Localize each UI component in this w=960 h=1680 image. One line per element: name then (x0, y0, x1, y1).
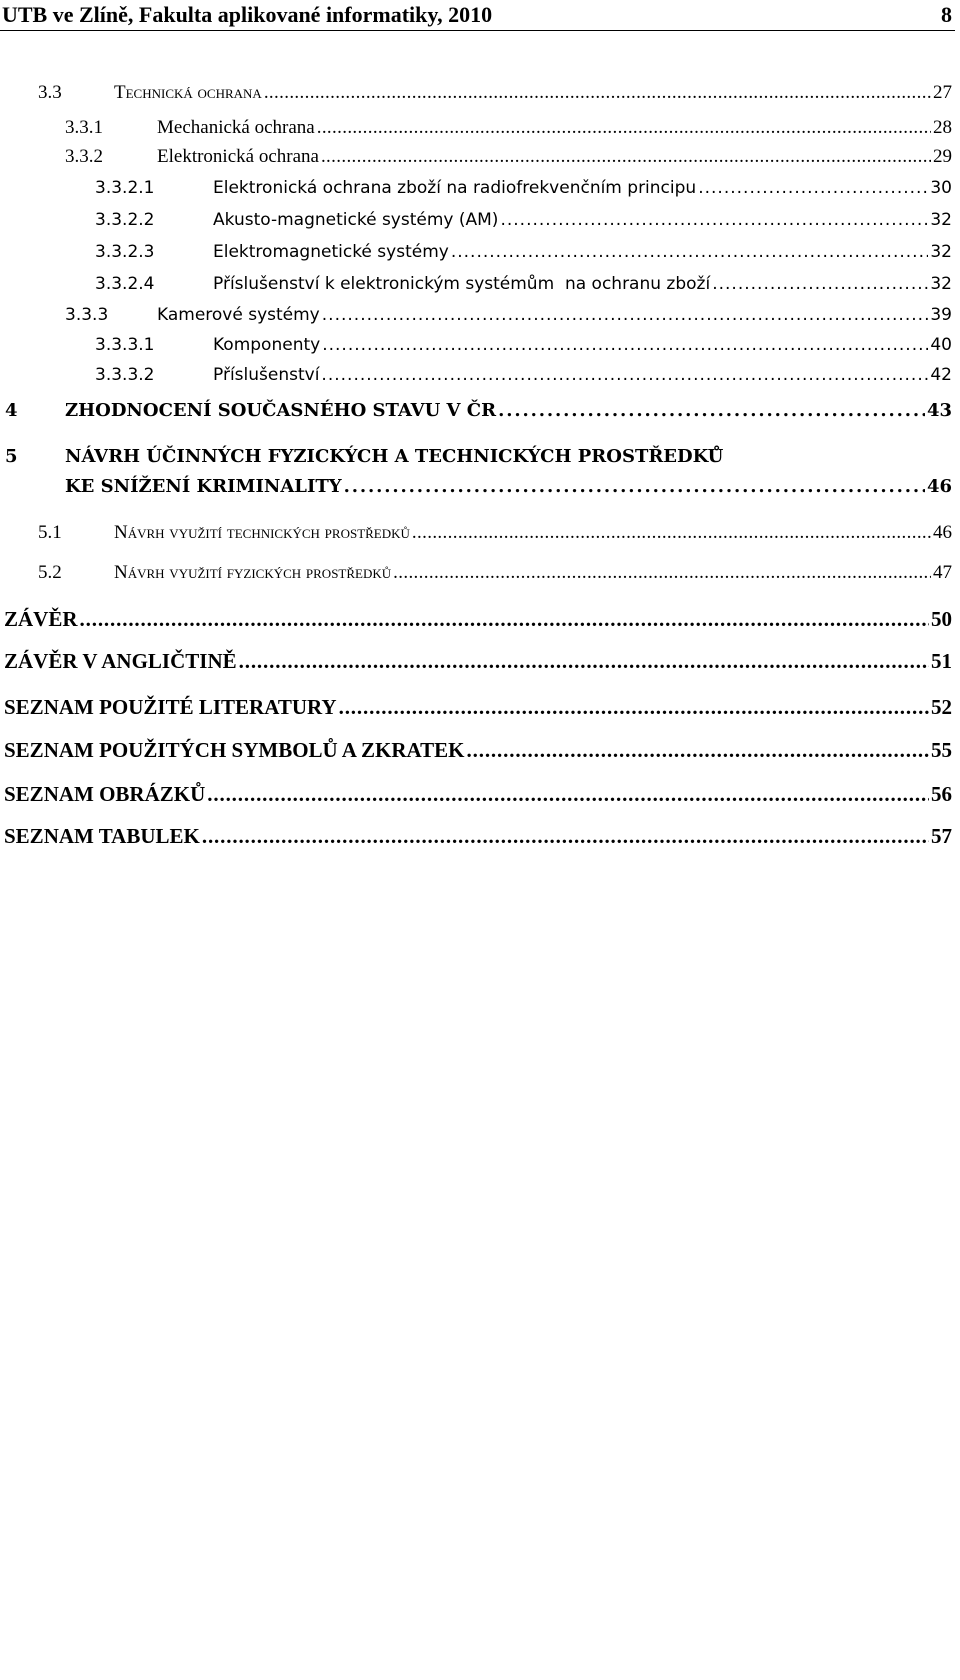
toc-entry-number: 4 (5, 400, 18, 421)
toc-entry-title: Technická ochrana (114, 82, 262, 103)
header-page-number: 8 (941, 2, 952, 27)
toc-entry-page: 47 (933, 562, 952, 583)
toc-leader-dots (500, 210, 928, 230)
toc-entry-number: 5.1 (38, 522, 62, 543)
toc-entry (5, 400, 952, 430)
toc-entry-page: 51 (931, 649, 952, 673)
toc-entry-title: SEZNAM TABULEK (4, 824, 200, 848)
header-title: UTB ve Zlíně, Fakulta aplikované informatiky, 2010 (2, 2, 493, 27)
toc-entry-page: 50 (931, 607, 952, 631)
toc-leader-dots (467, 738, 929, 763)
toc-entry-title-continued: KE SNÍŽENÍ KRIMINALITY (65, 476, 342, 497)
toc-leader-dots (698, 178, 928, 198)
toc-entry-page: 56 (931, 782, 952, 806)
toc-entry-title: ZHODNOCENÍ SOUČASNÉHO STAVU V ČR (65, 400, 497, 421)
toc-entry-number: 3.3.1 (65, 117, 103, 138)
toc-entry-title: NÁVRH ÚČINNÝCH FYZICKÝCH A TECHNICKÝCH PROSTŘEDKŮ (65, 446, 724, 467)
toc-entry (38, 562, 952, 592)
toc-entry-page: 46 (926, 476, 952, 497)
toc-leader-dots (80, 607, 929, 632)
toc-entry-page: 32 (930, 210, 952, 230)
toc-entry (95, 365, 952, 395)
toc-entry-title: Mechanická ochrana (157, 117, 315, 138)
toc-leader-dots (239, 649, 929, 674)
toc-leader-dots (451, 242, 929, 262)
toc-entry (65, 117, 952, 147)
toc-entry-title: SEZNAM POUŽITÝCH SYMBOLŮ A ZKRATEK (4, 738, 465, 762)
toc-entry-title: SEZNAM POUŽITÉ LITERATURY (4, 695, 337, 719)
toc-entry (38, 82, 952, 112)
toc-entry (4, 607, 952, 637)
toc-entry-number: 3.3.3.1 (95, 335, 155, 355)
toc-entry (95, 274, 952, 304)
toc-entry-title: ZÁVĚR (4, 607, 78, 631)
toc-entry (95, 210, 952, 240)
toc-entry-title: Elektromagnetické systémy (213, 242, 449, 262)
toc-entry-title: Příslušenství k elektronickým systémům na ochranu zboží (213, 274, 711, 294)
toc-entry-page: 43 (926, 400, 952, 421)
toc-leader-dots (322, 335, 928, 355)
toc-entry-page: 40 (930, 335, 952, 355)
toc-entry (4, 824, 952, 854)
toc-leader-dots (317, 117, 931, 139)
toc-entry-title: Příslušenství (213, 365, 320, 385)
toc-entry-page: 29 (933, 146, 952, 167)
toc-entry (65, 146, 952, 176)
toc-entry-number: 3.3.2.1 (95, 178, 155, 198)
toc-entry-page: 32 (930, 242, 952, 262)
toc-entry-page: 52 (931, 695, 952, 719)
toc-entry-first-line (5, 446, 723, 467)
toc-entry-number: 5.2 (38, 562, 62, 583)
toc-entry (65, 476, 952, 506)
toc-entry (4, 782, 952, 812)
toc-entry-page: 32 (930, 274, 952, 294)
toc-entry (38, 522, 952, 552)
toc-entry (95, 335, 952, 365)
toc-leader-dots (412, 522, 931, 544)
toc-entry-number: 3.3.2.3 (95, 242, 155, 262)
toc-entry (65, 305, 952, 335)
toc-entry-title: Akusto-magnetické systémy (AM) (213, 210, 499, 230)
toc-entry-title: Elektronická ochrana (157, 146, 319, 167)
toc-entry-number: 3.3.2 (65, 146, 103, 167)
toc-leader-dots (498, 400, 925, 421)
toc-leader-dots (712, 274, 928, 294)
toc-entry-title: Kamerové systémy (157, 305, 320, 325)
toc-leader-dots (339, 695, 929, 720)
toc-leader-dots (322, 305, 929, 325)
toc-leader-dots (321, 146, 931, 168)
toc-leader-dots (264, 82, 931, 104)
toc-entry-title: ZÁVĚR V ANGLIČTINĚ (4, 649, 237, 673)
toc-entry-title: Elektronická ochrana zboží na radiofrekvenčním principu (213, 178, 697, 198)
toc-entry-title: Komponenty (213, 335, 321, 355)
toc-leader-dots (321, 365, 928, 385)
toc-entry-number: 3.3.3 (65, 305, 109, 325)
page-header (0, 0, 955, 31)
toc-leader-dots (207, 782, 929, 807)
toc-entry-number: 3.3 (38, 82, 62, 103)
toc-entry-page: 57 (931, 824, 952, 848)
toc-leader-dots (393, 562, 931, 584)
toc-entry (4, 738, 952, 768)
toc-entry-title: SEZNAM OBRÁZKŮ (4, 782, 206, 806)
toc-entry-page: 42 (930, 365, 952, 385)
toc-entry (4, 649, 952, 679)
toc-entry-number: 3.3.3.2 (95, 365, 155, 385)
toc-entry-page: 30 (930, 178, 952, 198)
toc-entry (95, 178, 952, 208)
toc-leader-dots (344, 476, 925, 497)
toc-entry-page: 39 (930, 305, 952, 325)
toc-entry-title: Návrh využití fyzických prostředků (114, 562, 392, 583)
toc-entry-title: Návrh využití technických prostředků (114, 522, 410, 543)
toc-entry-page: 27 (933, 82, 952, 103)
toc-entry-number: 3.3.2.4 (95, 274, 155, 294)
toc-entry (95, 242, 952, 272)
toc-entry-page: 46 (933, 522, 952, 543)
toc-entry-page: 28 (933, 117, 952, 138)
toc-leader-dots (202, 824, 929, 849)
toc-entry-number: 3.3.2.2 (95, 210, 155, 230)
toc-entry (4, 695, 952, 725)
toc-entry-page: 55 (931, 738, 952, 762)
toc-entry-number: 5 (5, 446, 18, 467)
